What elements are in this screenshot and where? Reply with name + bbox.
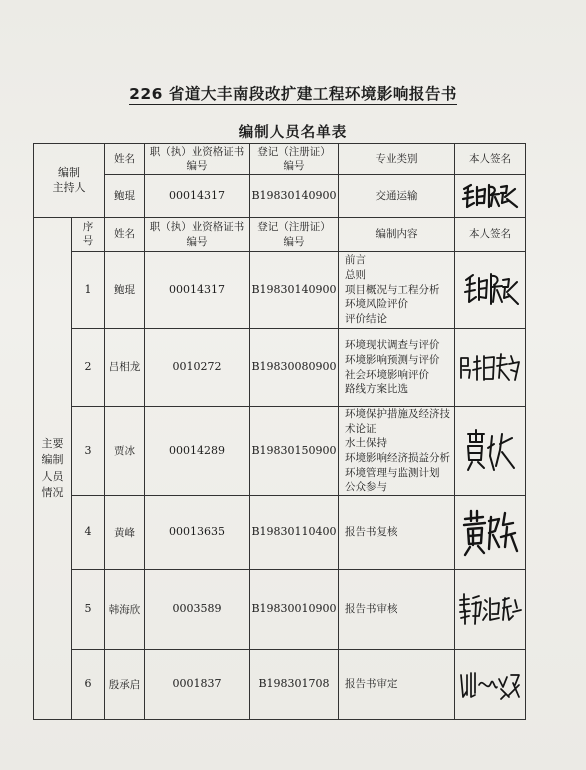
signature-image bbox=[462, 426, 518, 476]
signature-image bbox=[459, 179, 521, 213]
host-header-reg bbox=[250, 144, 339, 175]
main-header-sign: 本人签名 bbox=[455, 218, 526, 252]
main-header-name: 姓名 bbox=[105, 218, 145, 252]
row-signature bbox=[455, 570, 526, 650]
signature-image bbox=[460, 266, 520, 314]
signature-image bbox=[457, 590, 523, 630]
host-signature bbox=[455, 175, 526, 218]
row-name: 鲍琨 bbox=[105, 252, 145, 329]
table-title: 编制人员名单表 bbox=[238, 125, 348, 141]
content-line: 前言 bbox=[345, 254, 366, 267]
content-line: 环境管理与监测计划 bbox=[345, 466, 440, 479]
content-line: 环境保护措施及经济技 bbox=[345, 408, 450, 420]
content-line: 水土保持 bbox=[345, 437, 387, 450]
row-signature bbox=[455, 496, 526, 570]
row-content bbox=[339, 252, 455, 329]
content-line: 环境影响预测与评价 bbox=[345, 353, 440, 366]
row-cert-number: 0001837 bbox=[145, 650, 250, 720]
table-row bbox=[34, 496, 526, 570]
row-seq: 4 bbox=[72, 496, 105, 570]
host-reg-number: B19830140900 bbox=[250, 175, 339, 218]
content-line: 术论证 bbox=[345, 422, 377, 435]
signature-image bbox=[461, 507, 519, 559]
host-header-cert bbox=[145, 144, 250, 175]
table-row bbox=[34, 407, 526, 496]
host-name: 鲍琨 bbox=[105, 175, 145, 218]
content-line: 环境风险评价 bbox=[345, 298, 408, 311]
host-header-reg-text: 登记（注册证）编号 bbox=[257, 145, 331, 172]
row-content bbox=[339, 407, 455, 496]
content-line: 报告书审核 bbox=[345, 603, 398, 616]
content-line: 评价结论 bbox=[345, 313, 387, 326]
content-line: 社会环境影响评价 bbox=[345, 368, 429, 381]
document-title bbox=[0, 82, 586, 104]
main-header-cert-text: 职（执）业资格证书编号 bbox=[149, 221, 245, 248]
host-person-row bbox=[34, 175, 526, 218]
host-header-row bbox=[34, 144, 526, 175]
document-title-text: 226 省道大丰南段改扩建工程环境影响报告书 bbox=[129, 85, 457, 103]
row-cert-number: 00013635 bbox=[145, 496, 250, 570]
host-cert-number: 00014317 bbox=[145, 175, 250, 218]
row-seq: 6 bbox=[72, 650, 105, 720]
row-cert-number: 0010272 bbox=[145, 329, 250, 407]
row-name: 黄峰 bbox=[105, 496, 145, 570]
signature-image bbox=[457, 348, 523, 388]
content-line: 环境影响经济损益分析 bbox=[345, 452, 450, 465]
table-row bbox=[34, 570, 526, 650]
table-row bbox=[34, 329, 526, 407]
content-line: 路线方案比选 bbox=[345, 383, 408, 396]
host-header-cert-text: 职（执）业资格证书编号 bbox=[149, 145, 245, 172]
row-name: 韩海欣 bbox=[105, 570, 145, 650]
row-seq: 1 bbox=[72, 252, 105, 329]
row-reg-number: B19830080900 bbox=[250, 329, 339, 407]
row-name: 殷承启 bbox=[105, 650, 145, 720]
content-line: 公众参与 bbox=[345, 481, 387, 494]
row-seq: 5 bbox=[72, 570, 105, 650]
host-header-major: 专业类别 bbox=[339, 144, 455, 175]
host-header-name: 姓名 bbox=[105, 144, 145, 175]
row-cert-number: 00014317 bbox=[145, 252, 250, 329]
row-reg-number: B19830150900 bbox=[250, 407, 339, 496]
row-name: 贾冰 bbox=[105, 407, 145, 496]
content-line: 报告书复核 bbox=[345, 526, 398, 539]
row-seq: 2 bbox=[72, 329, 105, 407]
main-header-cert bbox=[145, 218, 250, 252]
row-content bbox=[339, 650, 455, 720]
row-signature bbox=[455, 407, 526, 496]
row-reg-number: B19830010900 bbox=[250, 570, 339, 650]
content-line: 报告书审定 bbox=[345, 678, 398, 691]
row-content bbox=[339, 496, 455, 570]
row-signature bbox=[455, 329, 526, 407]
row-cert-number: 00014289 bbox=[145, 407, 250, 496]
staff-table bbox=[33, 143, 526, 720]
row-reg-number: B19830140900 bbox=[250, 252, 339, 329]
signature-image bbox=[457, 667, 523, 703]
content-line: 环境现状调查与评价 bbox=[345, 339, 440, 352]
row-signature bbox=[455, 252, 526, 329]
row-cert-number: 0003589 bbox=[145, 570, 250, 650]
table-row bbox=[34, 650, 526, 720]
main-section-label: 主要 编制 人员 情况 bbox=[34, 218, 72, 720]
host-header-sign: 本人签名 bbox=[455, 144, 526, 175]
content-line: 总则 bbox=[345, 268, 366, 281]
main-header-row bbox=[34, 218, 526, 252]
row-signature bbox=[455, 650, 526, 720]
main-header-reg bbox=[250, 218, 339, 252]
row-content bbox=[339, 570, 455, 650]
main-header-content: 编制内容 bbox=[339, 218, 455, 252]
host-section-label: 编制 主持人 bbox=[34, 144, 105, 218]
row-seq: 3 bbox=[72, 407, 105, 496]
row-reg-number: B198301708 bbox=[250, 650, 339, 720]
host-major: 交通运输 bbox=[339, 175, 455, 218]
table-row bbox=[34, 252, 526, 329]
main-header-seq bbox=[72, 218, 105, 252]
main-header-seq-text: 序号 bbox=[82, 220, 94, 247]
row-reg-number: B19830110400 bbox=[250, 496, 339, 570]
row-content bbox=[339, 329, 455, 407]
row-name: 吕相龙 bbox=[105, 329, 145, 407]
main-header-reg-text: 登记（注册证）编号 bbox=[257, 221, 331, 248]
content-line: 项目概况与工程分析 bbox=[345, 283, 440, 296]
